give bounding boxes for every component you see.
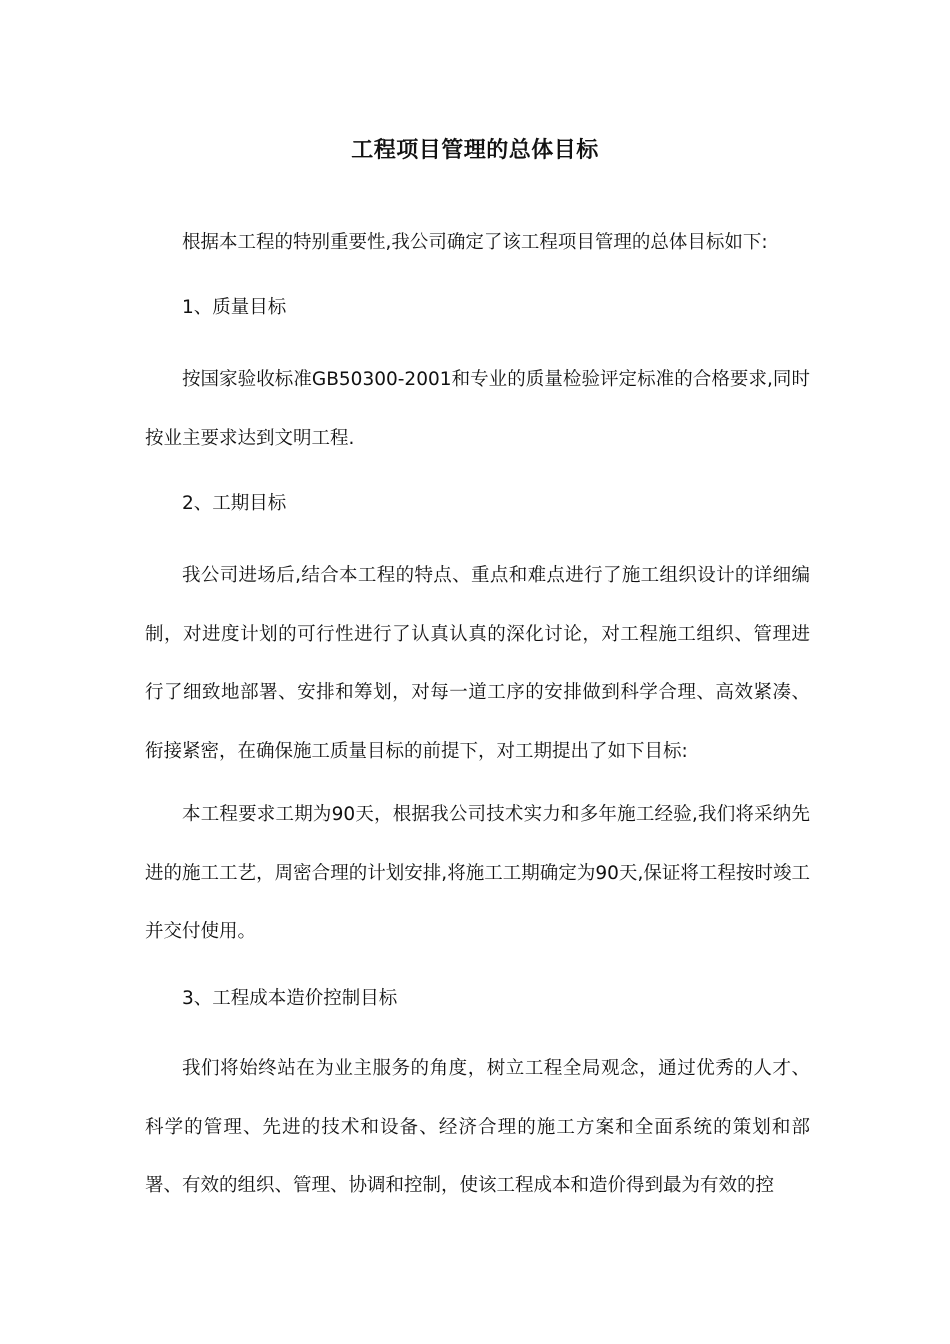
section-heading-schedule: 2、工期目标 [182,493,287,514]
cost-paragraph: 我们将始终站在为业主服务的角度，树立工程全局观念，通过优秀的人才、科学的管理、先进的技术和设备、经济合理的施工方案和全面系统的策划和部署、有效的组织、管理、协调和控制，使该工程成本和造价得到最为有效的控 [145,1058,810,1196]
section-heading-cost: 3、工程成本造价控制目标 [182,988,398,1009]
intro-paragraph: 根据本工程的特别重要性,我公司确定了该工程项目管理的总体目标如下: [182,232,768,253]
quality-paragraph: 按国家验收标准GB50300-2001和专业的质量检验评定标准的合格要求,同时按业主要求达到文明工程. [145,369,810,449]
section-heading-quality: 1、质量目标 [182,297,287,318]
schedule-paragraph-2: 本工程要求工期为90天，根据我公司技术实力和多年施工经验,我们将采纳先进的施工工艺，周密合理的计划安排,将施工工期确定为90天,保证将工程按时竣工并交付使用。 [145,804,810,942]
document-title: 工程项目管理的总体目标 [351,138,599,163]
schedule-paragraph-1: 我公司进场后,结合本工程的特点、重点和难点进行了施工组织设计的详细编制，对进度计划的可行性进行了认真认真的深化讨论，对工程施工组织、管理进行了细致地部署、安排和筹划，对每一道工序的安排做到科学合理、高效紧凑、衔接紧密，在确保施工质量目标的前提下，对工期提出了如下目标: [145,565,810,762]
